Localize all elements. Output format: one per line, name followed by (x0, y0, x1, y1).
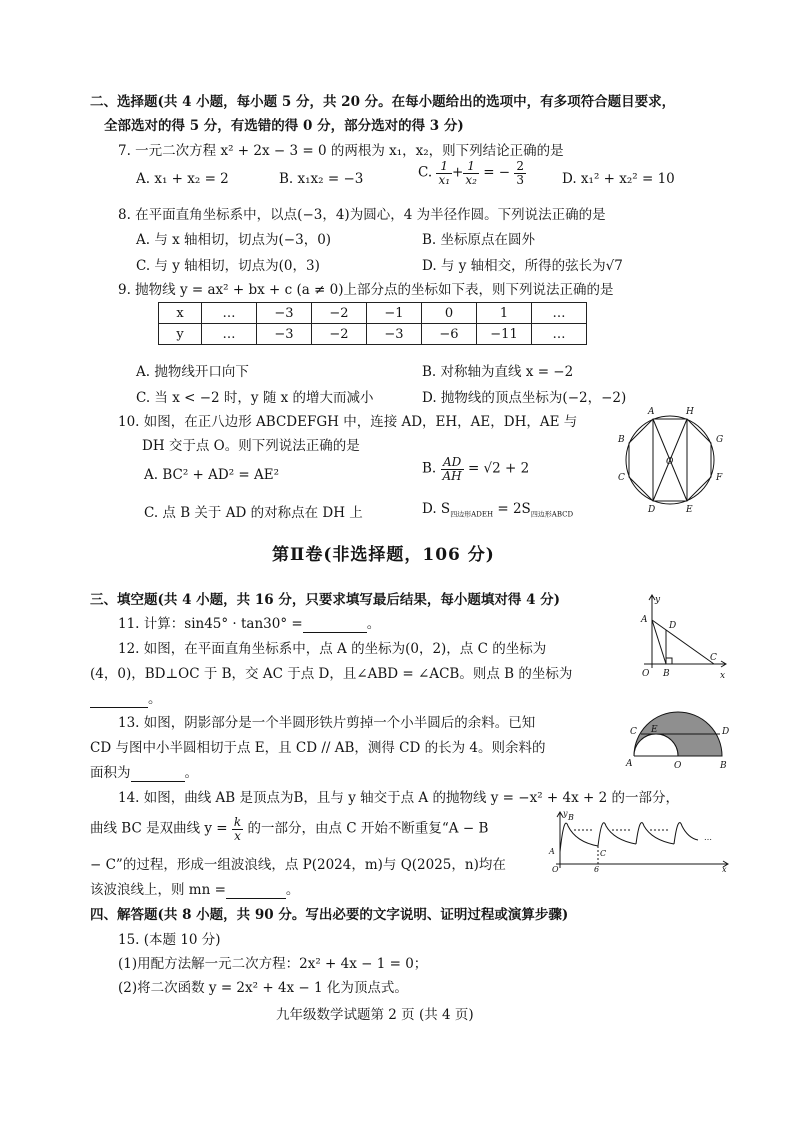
q9-option-b: B. 对称轴为直线 x = −2 (422, 364, 574, 380)
q9-option-c: C. 当 x < −2 时，y 随 x 的增大而减小 (136, 390, 374, 406)
table-cell: −3 (367, 324, 422, 345)
q13-figure (622, 706, 732, 770)
q10-option-d: D. $S_{四边形ADEH} = 2S_{四边形ABCD}$ (422, 501, 574, 519)
table-cell: −1 (367, 303, 422, 324)
q8-option-b: B. 坐标原点在圆外 (422, 232, 536, 248)
table-cell: … (532, 324, 587, 345)
octagon-label: F (716, 473, 723, 483)
table-cell: −2 (312, 324, 367, 345)
section2-header: 二、选择题(共 4 小题，每小题 5 分，共 20 分。在每小题给出的选项中，有多项符合题目要求， (90, 94, 676, 110)
q7-option-d: D. x₁² + x₂² = 10 (562, 171, 675, 187)
q14-label: y (563, 809, 568, 818)
q12-label: D (669, 621, 677, 631)
wave-segment-1 (560, 823, 598, 852)
octagon-label: D (648, 505, 656, 515)
octagon-label: H (686, 407, 694, 417)
q14-line4: 该波浪线上，则 mn = 。 (90, 882, 300, 898)
q7-stem: 7. 一元二次方程 x² + 2x − 3 = 0 的两根为 x₁，x₂，则下列结论正确的是 (118, 143, 564, 159)
right-angle-mark (666, 658, 672, 664)
q12-label: C (710, 653, 717, 663)
segment-ac (652, 620, 714, 664)
table-row (159, 324, 587, 345)
page-footer: 九年级数学试题第 2 页 (共 4 页) (276, 1007, 474, 1023)
wave-segment-2 (598, 823, 636, 846)
q10-option-b: B. $\frac{AD}{AH}$ = √2 + 2 (422, 455, 530, 483)
q15-part1: (1)用配方法解一元二次方程：2x² + 4x − 1 = 0； (118, 956, 428, 972)
q10-stem-line2: DH 交于点 O。则下列说法正确的是 (142, 438, 360, 454)
table-cell: x (159, 303, 202, 324)
q15-title: 15. (本题 10 分) (118, 932, 221, 948)
octagon-label: G (716, 435, 724, 445)
section3-header: 三、填空题(共 4 小题，共 16 分，只要求填写最后结果，每小题填对得 4 分) (90, 592, 561, 608)
q11-text: 11. 计算：sin45° · tan30° = 。 (118, 616, 381, 632)
q9-value-table (158, 302, 587, 345)
q14-line2: 曲线 BC 是双曲线 y = $\frac{k}{x}$ 的一部分，由点 C 开始不断重复“A − B (90, 815, 489, 843)
q13-line3: 面积为 。 (90, 765, 198, 781)
q13-label: O (674, 761, 682, 770)
table-cell: … (532, 303, 587, 324)
q10-option-c: C. 点 B 关于 AD 的对称点在 DH 上 (144, 505, 363, 521)
q12-label: y (655, 595, 661, 605)
q10-option-a: A. BC² + AD² = AE² (144, 467, 280, 483)
q14-figure (546, 808, 732, 874)
q9-option-a: A. 抛物线开口向下 (136, 364, 249, 380)
q14-label: O (552, 865, 559, 874)
q13-label: C (630, 727, 637, 737)
q14-label: 6 (594, 865, 600, 874)
q8-option-d: D. 与 y 轴相交，所得的弦长为√7 (422, 258, 623, 274)
q12-label: B (663, 669, 670, 679)
table-cell: −2 (312, 303, 367, 324)
q14-label: x (722, 865, 727, 874)
table-cell: 0 (422, 303, 477, 324)
table-cell: −11 (477, 324, 532, 345)
segment-ab (652, 620, 666, 664)
wave-segment-4 (674, 823, 698, 844)
q13-line1: 13. 如图，阴影部分是一个半圆形铁片剪掉一个小半圆后的余料。已知 (118, 715, 536, 731)
q8-option-c: C. 与 y 轴相切，切点为(0，3) (136, 258, 320, 274)
q12-label: O (642, 669, 650, 679)
q12-line1: 12. 如图，在平面直角坐标系中，点 A 的坐标为(0，2)，点 C 的坐标为 (118, 641, 547, 657)
q13-label: A (626, 759, 633, 769)
q14-line3: − C”的过程，形成一组波浪线，点 P(2024，m)与 Q(2025，n)均在 (90, 857, 506, 873)
q10-stem-line1: 10. 如图，在正八边形 ABCDEFGH 中，连接 AD，EH，AE，DH，AE 与 (118, 414, 578, 430)
q13-line2: CD 与图中小半圆相切于点 E，且 CD // AB，测得 CD 的长为 4。则余料的 (90, 740, 546, 756)
octagon-label: A (648, 407, 655, 417)
q7-option-b: B. x₁x₂ = −3 (279, 171, 364, 187)
q13-label: B (720, 761, 727, 770)
q12-line2: (4，0)，BD⊥OC 于 B，交 AC 于点 D，且∠ABD = ∠ACB。则点 B 的坐标为 (90, 666, 573, 682)
table-cell: −3 (257, 324, 312, 345)
q12-figure (636, 590, 732, 682)
q12-label: x (720, 671, 726, 681)
q8-option-a: A. 与 x 轴相切，切点为(−3，0) (136, 232, 332, 248)
q9-option-d: D. 抛物线的顶点坐标为(−2，−2) (422, 390, 627, 406)
wave-segment-3 (636, 823, 674, 844)
q14-label: A (549, 847, 555, 856)
table-cell: −6 (422, 324, 477, 345)
q14-label: … (704, 833, 712, 842)
table-cell: −3 (257, 303, 312, 324)
section2-header-line2: 全部选对的得 5 分，有选错的得 0 分，部分选对的得 3 分) (104, 118, 464, 134)
q14-line1: 14. 如图，曲线 AB 是顶点为B，且与 y 轴交于点 A 的抛物线 y = −x² + 4x + 2 的一部分， (118, 790, 679, 806)
table-cell: 1 (477, 303, 532, 324)
table-cell: y (159, 324, 202, 345)
octagon-label: C (618, 473, 625, 483)
table-row (159, 303, 587, 324)
q13-label: D (722, 727, 730, 737)
octagon-label: B (618, 435, 625, 445)
q9-stem: 9. 抛物线 y = ax² + bx + c (a ≠ 0)上部分点的坐标如下表，则下列说法正确的是 (118, 282, 614, 298)
table-cell: … (202, 303, 257, 324)
part2-title: 第Ⅱ卷(非选择题，106 分) (272, 545, 495, 565)
q7-option-c: C. $\frac{1}{\text{x₁}}$ + $\frac{1}{\text{x₂}}$ = − $\frac{2}{3}$ (418, 159, 525, 187)
q14-label: C (600, 849, 607, 858)
q12-answer: 。 (90, 687, 162, 708)
section4-header: 四、解答题(共 8 小题，共 90 分。写出必要的文字说明、证明过程或演算步骤) (90, 907, 569, 923)
q13-label: E (651, 725, 658, 735)
table-cell: … (202, 324, 257, 345)
q7-option-a: A. x₁ + x₂ = 2 (136, 171, 229, 187)
q12-label: A (641, 615, 648, 625)
octagon-figure (616, 400, 726, 518)
q14-label: B (568, 813, 574, 822)
octagon-label: O (666, 457, 674, 467)
q8-stem: 8. 在平面直角坐标系中，以点(−3，4)为圆心，4 为半径作圆。下列说法正确的是 (118, 207, 606, 223)
octagon-label: E (686, 505, 693, 515)
q15-part2: (2)将二次函数 y = 2x² + 4x − 1 化为顶点式。 (118, 980, 408, 996)
